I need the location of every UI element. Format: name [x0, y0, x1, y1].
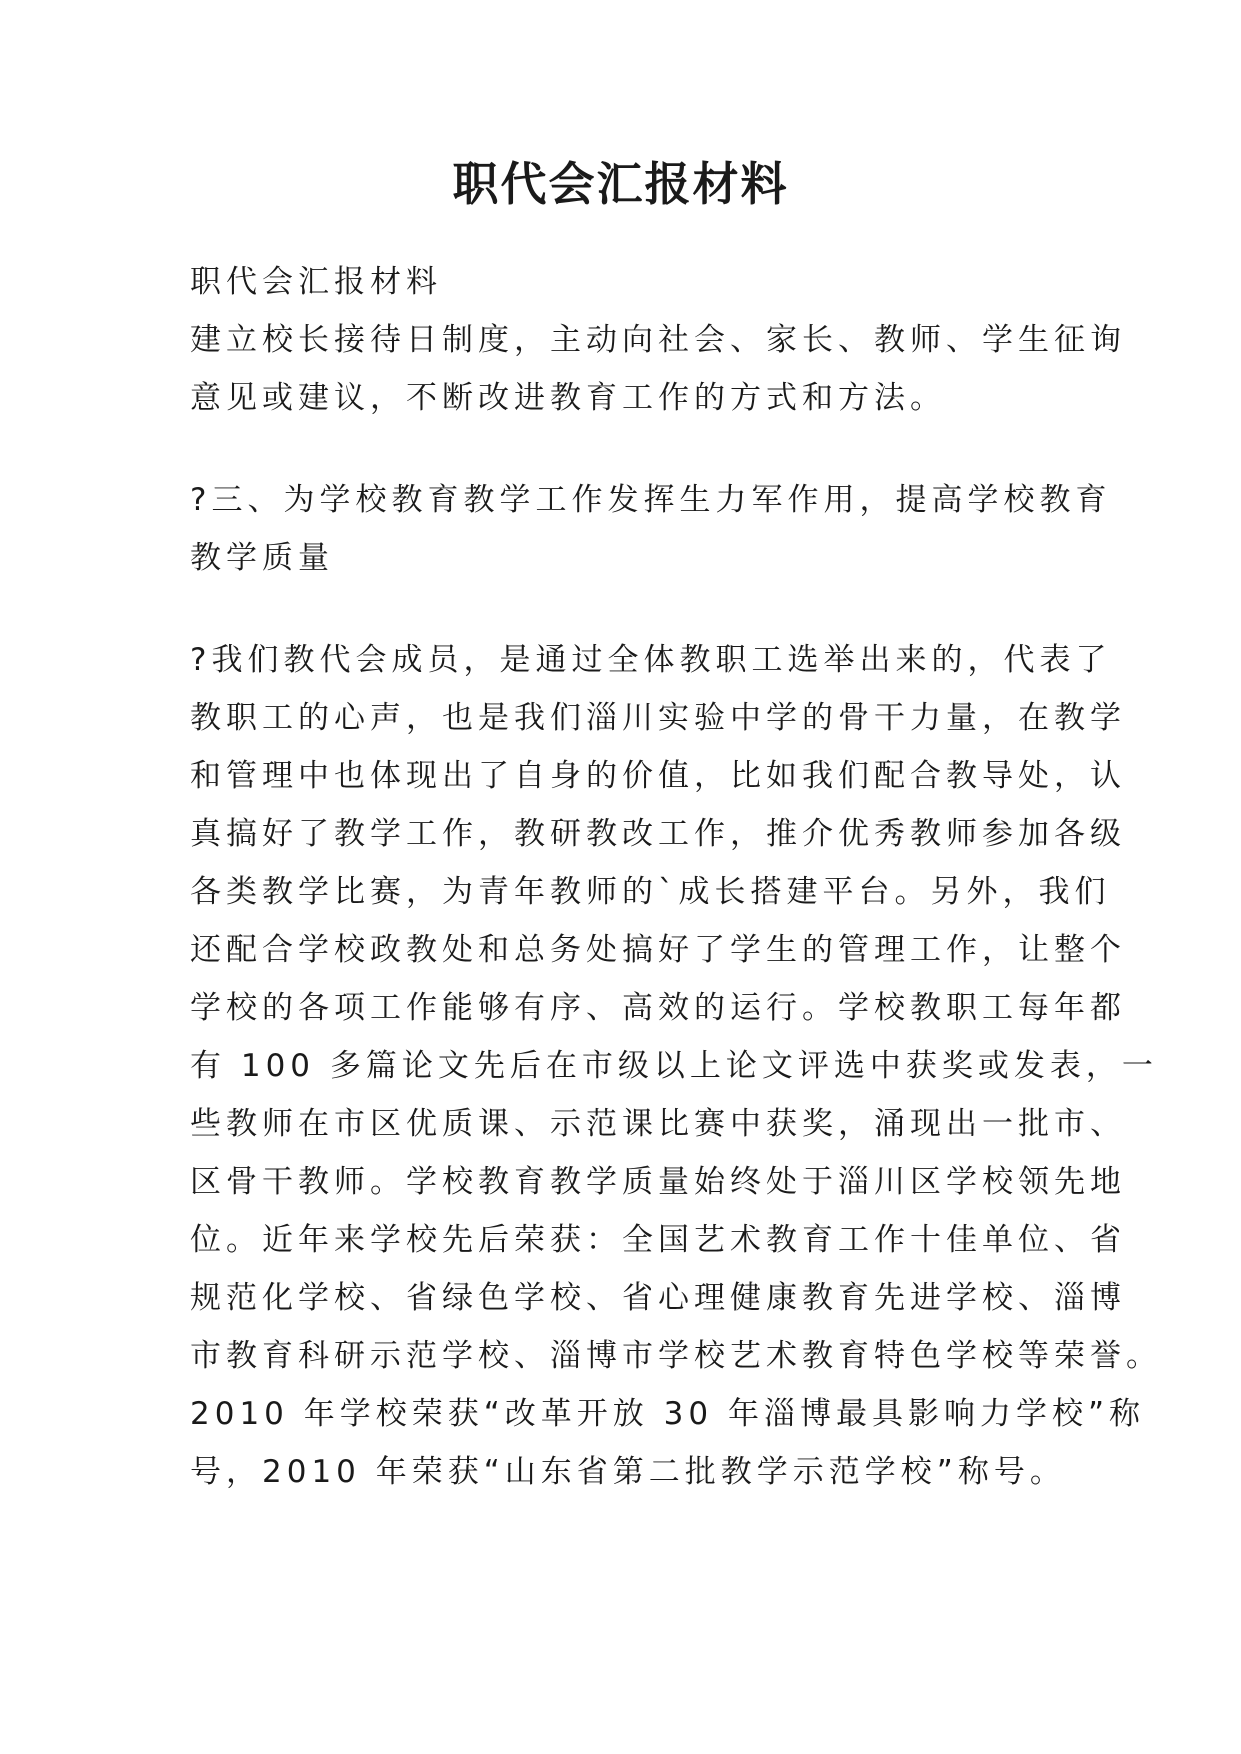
paragraph-line: ?我们教代会成员，是通过全体教职工选举出来的，代表了 [190, 642, 1112, 678]
paragraph-line: 和管理中也体现出了自身的价值，比如我们配合教导处，认 [190, 758, 1126, 794]
paragraph-line: 有 100 多篇论文先后在市级以上论文评选中获奖或发表，一 [190, 1048, 1158, 1084]
paragraph-line: 意见或建议，不断改进教育工作的方式和方法。 [190, 380, 946, 416]
paragraph-line: 建立校长接待日制度，主动向社会、家长、教师、学生征询 [190, 322, 1126, 358]
paragraph-line: 号，2010 年荣获“山东省第二批教学示范学校”称号。 [190, 1454, 1066, 1490]
paragraph-line: 职代会汇报材料 [190, 264, 442, 300]
paragraph-line: 些教师在市区优质课、示范课比赛中获奖，涌现出一批市、 [190, 1106, 1126, 1142]
paragraph-line: 学校的各项工作能够有序、高效的运行。学校教职工每年都 [190, 990, 1126, 1026]
paragraph-line: 规范化学校、省绿色学校、省心理健康教育先进学校、淄博 [190, 1280, 1126, 1316]
paragraph-line: 还配合学校政教处和总务处搞好了学生的管理工作，让整个 [190, 932, 1126, 968]
paragraph-line: 区骨干教师。学校教育教学质量始终处于淄川区学校领先地 [190, 1164, 1126, 1200]
paragraph-line: 教职工的心声，也是我们淄川实验中学的骨干力量，在教学 [190, 700, 1126, 736]
paragraph-line: 2010 年学校荣获“改革开放 30 年淄博最具影响力学校”称 [190, 1396, 1146, 1432]
paragraph-line: 真搞好了教学工作，教研教改工作，推介优秀教师参加各级 [190, 816, 1126, 852]
paragraph-line: ?三、为学校教育教学工作发挥生力军作用，提高学校教育 [190, 482, 1112, 518]
document-title: 职代会汇报材料 [452, 157, 789, 211]
paragraph-line: 各类教学比赛，为青年教师的`成长搭建平台。另外，我们 [190, 874, 1111, 910]
paragraph-line: 市教育科研示范学校、淄博市学校艺术教育特色学校等荣誉。 [190, 1338, 1162, 1374]
paragraph-line: 教学质量 [190, 540, 334, 576]
paragraph-line: 位。近年来学校先后荣获：全国艺术教育工作十佳单位、省 [190, 1222, 1126, 1258]
